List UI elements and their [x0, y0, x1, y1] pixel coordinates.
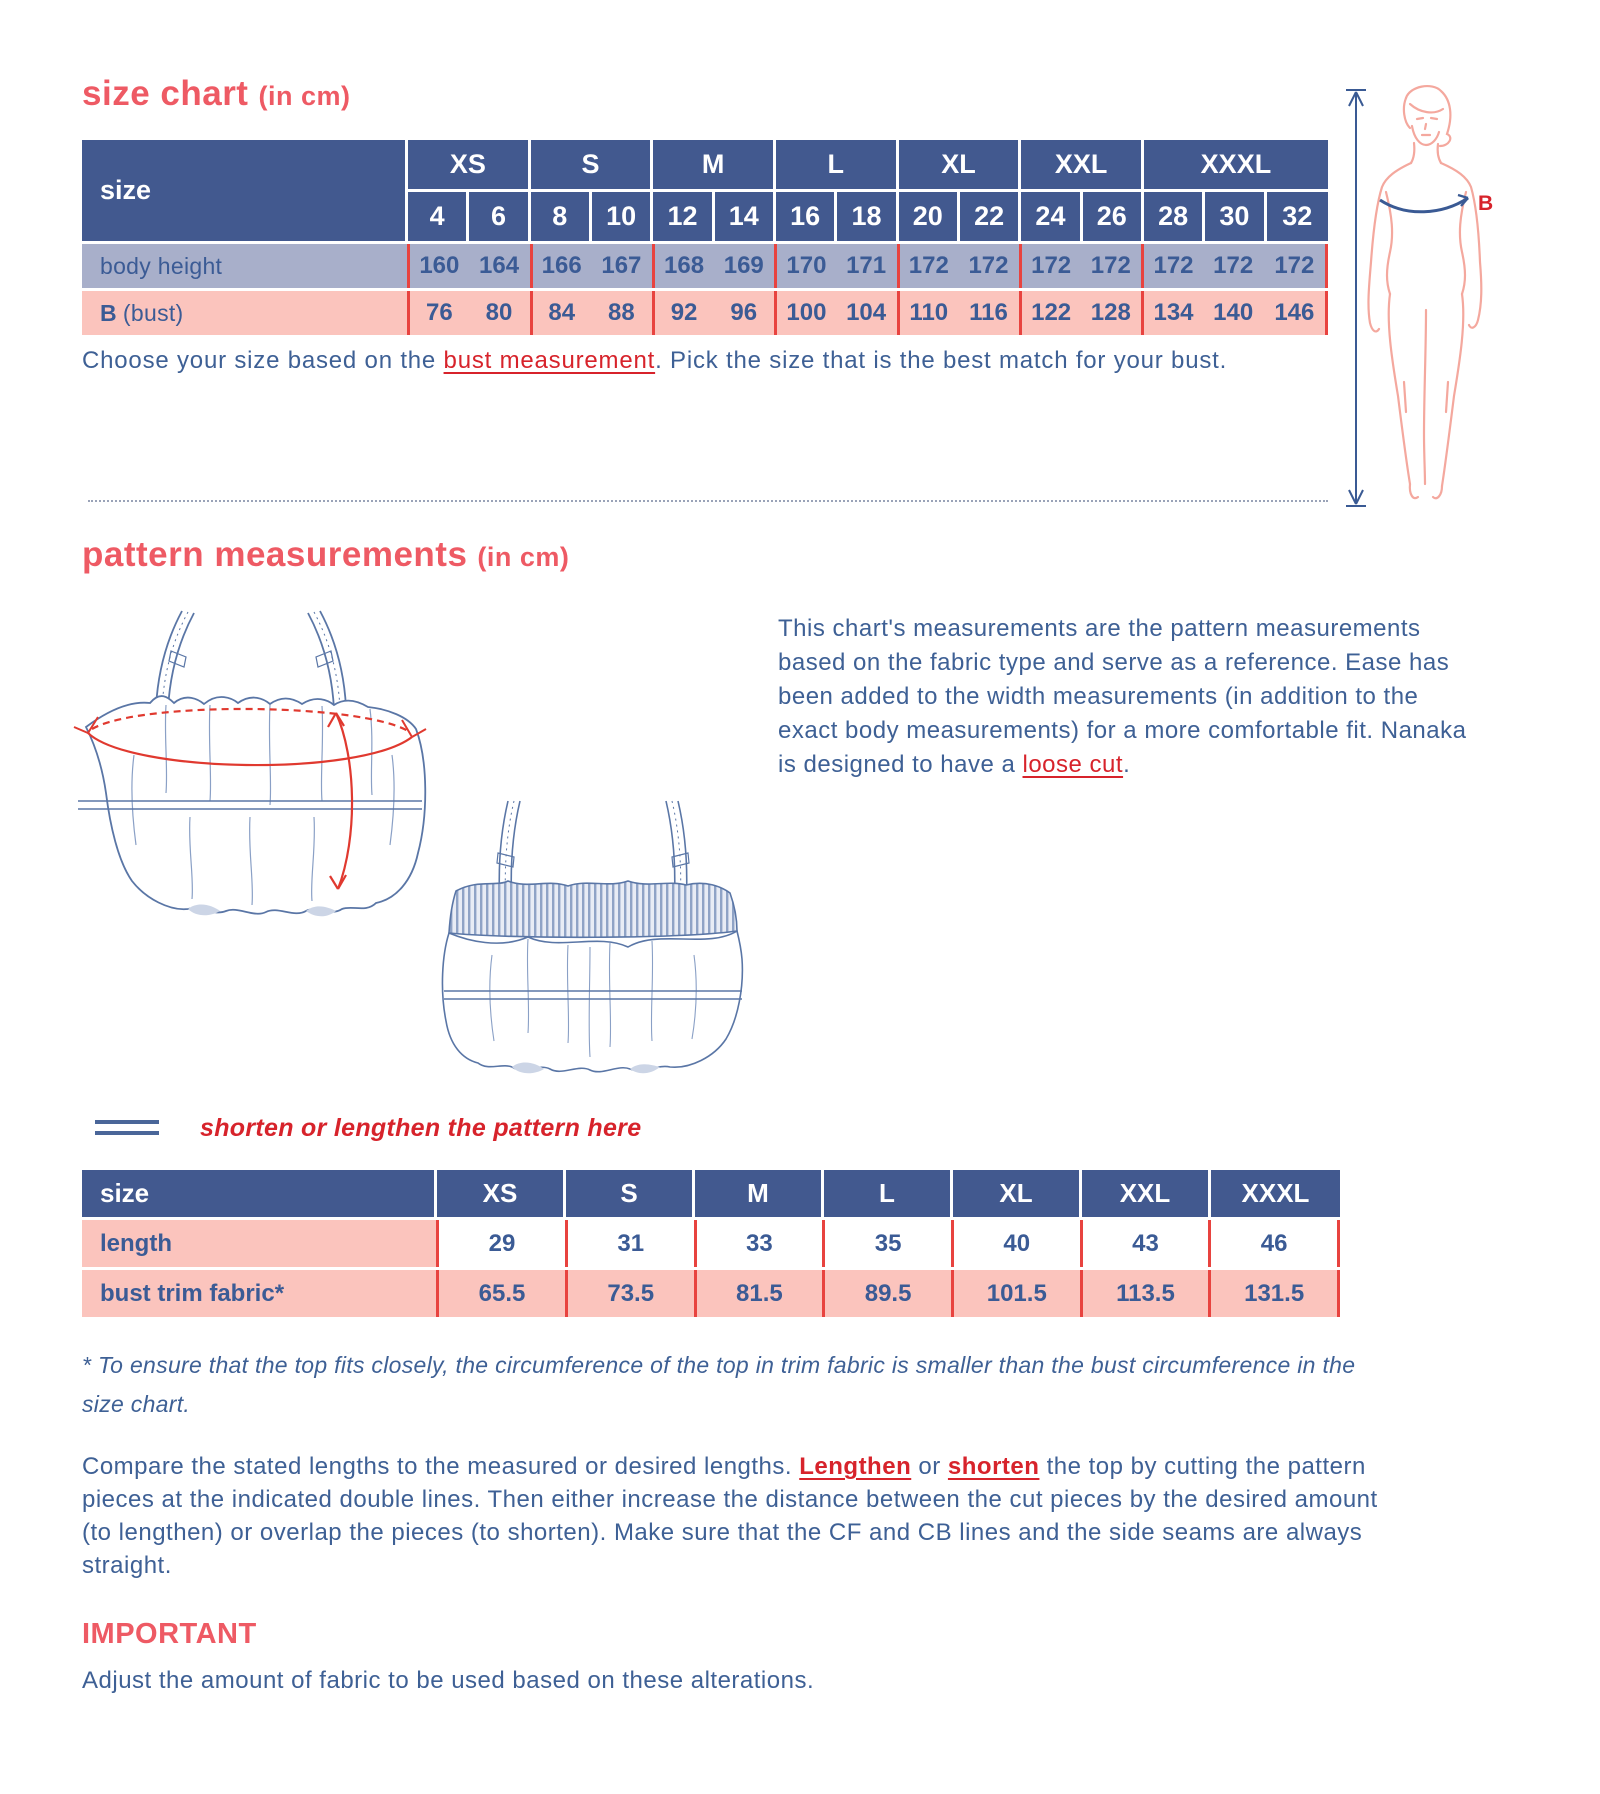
size-group-header: XS — [408, 140, 531, 189]
pattern-size-header: L — [824, 1170, 953, 1217]
size-corner-label: size — [82, 1170, 437, 1217]
pattern-measurement-row — [82, 1220, 1340, 1267]
pattern-size-header: XXXL — [1211, 1170, 1340, 1217]
measurement-value-cell: 146 — [1274, 299, 1315, 326]
pattern-value-cell: 101.5 — [951, 1270, 1080, 1317]
measurement-value-cell: 96 — [730, 299, 758, 326]
measurement-value-cell: 166 — [530, 244, 591, 288]
pattern-measurements-table — [82, 1170, 1340, 1317]
size-group-header: XXXL — [1144, 140, 1328, 189]
pattern-value-cell: 113.5 — [1080, 1270, 1209, 1317]
size-number-cell: 18 — [837, 192, 898, 241]
measurement-value-cell: 160 — [407, 244, 468, 288]
lengthen-line-icon — [95, 1120, 159, 1135]
size-chart-title-unit: (in cm) — [258, 81, 351, 111]
measurement-value-cell: 88 — [608, 299, 635, 326]
bust-line — [1380, 195, 1468, 212]
measurement-value-cell: 171 — [846, 252, 887, 279]
pattern-value-cell: 29 — [436, 1220, 565, 1267]
size-number-cell: 6 — [469, 192, 530, 241]
measurement-value-cell: 104 — [846, 299, 887, 326]
pattern-size-header: M — [695, 1170, 824, 1217]
measurement-value-cell: 128 — [1090, 299, 1131, 326]
shorten-link[interactable]: shorten — [947, 1453, 1040, 1480]
pattern-value-cell: 31 — [565, 1220, 694, 1267]
size-chart-title: size chart — [82, 74, 249, 113]
text-segment: Compare the stated lengths to the measured or desired lengths. — [82, 1453, 800, 1480]
measurement-value-cell: 172 — [1019, 244, 1080, 288]
size-number-cell: 4 — [408, 192, 469, 241]
measurement-value-cell: 169 — [723, 252, 764, 279]
measurement-value-cell: 172 — [1090, 252, 1131, 279]
measurement-value-cell: 134 — [1141, 291, 1202, 335]
size-number-cell: 32 — [1267, 192, 1328, 241]
size-group-header: L — [776, 140, 899, 189]
front-straps — [156, 611, 346, 709]
size-number-cell: 26 — [1083, 192, 1144, 241]
pattern-size-header: XS — [437, 1170, 566, 1217]
pattern-measurements-title: pattern measurements — [82, 535, 468, 574]
back-shirred-panel — [449, 881, 737, 937]
pattern-value-cell: 131.5 — [1208, 1270, 1337, 1317]
text-segment: . Pick the size that is the best match for your bust. — [655, 347, 1228, 374]
size-group-header: S — [531, 140, 654, 189]
size-group-header: M — [653, 140, 776, 189]
bust-measurement-link[interactable]: bust measurement — [443, 347, 656, 374]
size-number-cell: 22 — [960, 192, 1021, 241]
size-corner-label: size — [82, 140, 408, 241]
pattern-row-label: bust trim fabric* — [82, 1270, 436, 1317]
measurement-value-cell: 76 — [407, 291, 468, 335]
pattern-value-cell: 35 — [822, 1220, 951, 1267]
size-number-row — [408, 192, 1328, 241]
measurement-row — [82, 291, 1328, 335]
alteration-paragraph — [82, 1450, 1412, 1582]
section-divider — [88, 500, 1328, 502]
size-number-cell: 14 — [715, 192, 776, 241]
pattern-value-cell: 89.5 — [822, 1270, 951, 1317]
size-group-header: XL — [899, 140, 1022, 189]
front-garment-outline — [86, 696, 425, 914]
size-number-cell: 12 — [653, 192, 714, 241]
measurement-row-label: B (bust) — [100, 299, 184, 326]
pattern-value-cell: 81.5 — [694, 1270, 823, 1317]
pattern-size-header: S — [566, 1170, 695, 1217]
text-segment: Choose your size based on the — [82, 347, 444, 374]
pattern-measurement-row — [82, 1270, 1340, 1317]
measurement-value-cell: 172 — [968, 252, 1009, 279]
woman-silhouette — [1368, 86, 1481, 498]
pattern-table-header-row — [82, 1170, 1340, 1217]
text-segment: or — [911, 1453, 948, 1480]
pattern-measurements-title-unit: (in cm) — [477, 542, 570, 572]
pattern-row-label: length — [82, 1220, 436, 1267]
measurement-value-cell: 172 — [897, 244, 958, 288]
size-note — [82, 344, 1362, 378]
pattern-value-cell: 73.5 — [565, 1270, 694, 1317]
back-garment-outline — [442, 931, 742, 1072]
measurement-value-cell: 116 — [969, 299, 1008, 326]
size-number-cell: 20 — [899, 192, 960, 241]
measurement-value-cell: 167 — [601, 252, 642, 279]
loose-cut-link[interactable]: loose cut — [1022, 751, 1124, 778]
measurement-row-label: body height — [100, 252, 223, 279]
important-text: Adjust the amount of fabric to be used based on these alterations. — [82, 1667, 815, 1694]
measurement-value-cell: 92 — [652, 291, 713, 335]
trim-fabric-footnote: * To ensure that the top fits closely, the circumference of the top in trim fabric is smaller than the bust circumference in the size chart. — [82, 1352, 1356, 1417]
measurement-row — [82, 244, 1328, 288]
pattern-value-cell: 33 — [694, 1220, 823, 1267]
pattern-value-cell: 40 — [951, 1220, 1080, 1267]
text-segment: This chart's measurements are the pattern measurements based on the fabric type and serve as a reference. Ease has been added to the width measurements (in addition to the exact body measurements) for a more comfortable fit. Nanaka is designed to have a — [778, 615, 1467, 778]
legend-text: shorten or lengthen the pattern here — [200, 1114, 642, 1142]
measurement-value-cell: 172 — [1274, 252, 1315, 279]
pattern-size-header: XL — [953, 1170, 1082, 1217]
size-number-cell: 16 — [776, 192, 837, 241]
measurement-value-cell: 168 — [652, 244, 713, 288]
size-number-cell: 10 — [592, 192, 653, 241]
measurement-value-cell: 80 — [485, 299, 513, 326]
body-figure-illustration — [1340, 82, 1510, 512]
important-heading: IMPORTANT — [82, 1618, 257, 1650]
measurement-value-cell: 122 — [1019, 291, 1080, 335]
top-back-view-drawing — [438, 795, 748, 1080]
measurement-value-cell: 100 — [774, 291, 835, 335]
size-number-cell: 8 — [531, 192, 592, 241]
size-number-cell: 24 — [1021, 192, 1082, 241]
size-number-cell: 30 — [1205, 192, 1266, 241]
measurement-value-cell: 172 — [1141, 244, 1202, 288]
size-group-header: XXL — [1021, 140, 1144, 189]
pattern-value-cell: 65.5 — [436, 1270, 565, 1317]
text-segment: the top by cutting the pattern pieces at the indicated double lines. Then either increase the distance between the cut pieces by the desired amount (to lengthen) or overlap the pieces (to shorten). Make sure that the CF and CB lines and the side seams are always straight. — [82, 1453, 1378, 1579]
pattern-value-cell: 46 — [1208, 1220, 1337, 1267]
body-height-arrow — [1346, 90, 1366, 506]
measurement-value-cell: 172 — [1213, 252, 1254, 279]
bust-label: B — [1478, 192, 1494, 215]
measurement-value-cell: 164 — [479, 252, 520, 279]
size-chart-table — [82, 140, 1328, 335]
pattern-description — [778, 612, 1478, 782]
measurement-value-cell: 170 — [774, 244, 835, 288]
measurement-value-cell: 140 — [1213, 299, 1254, 326]
text-segment: . — [1123, 751, 1131, 778]
measurement-value-cell: 84 — [530, 291, 591, 335]
size-group-row — [408, 140, 1328, 189]
pattern-measurements-heading — [82, 535, 569, 575]
size-number-cell: 28 — [1144, 192, 1205, 241]
measurement-value-cell: 110 — [897, 291, 958, 335]
top-front-view-drawing — [70, 605, 430, 925]
pattern-size-header: XXL — [1082, 1170, 1211, 1217]
pattern-value-cell: 43 — [1080, 1220, 1209, 1267]
size-chart-heading — [82, 74, 350, 114]
lengthen-link[interactable]: Lengthen — [799, 1453, 912, 1480]
